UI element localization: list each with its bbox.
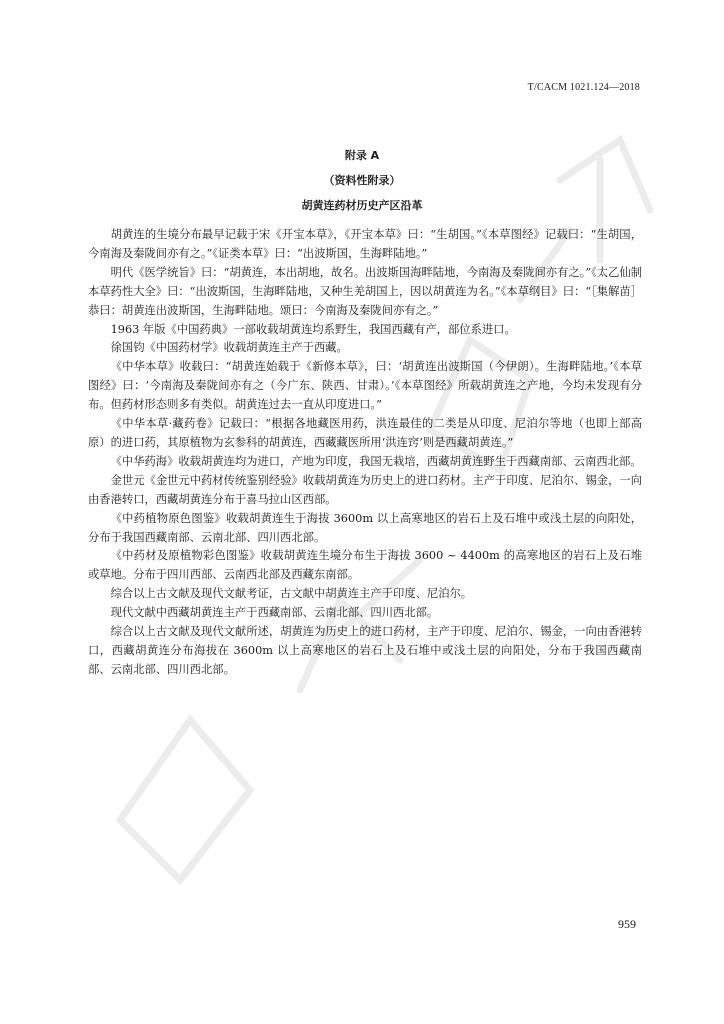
paragraph: 综合以上古文献及现代文献所述，胡黄连为历史上的进口药材，主产于印度、尼泊尔、锡金，一向由香港转口，西藏胡黄连分布海拔在 3600m 以上高寒地区的岩石上及石堆中或浅土层的向阳处，分布于我国西藏南部、云南北部、四川西北部。 — [88, 625, 642, 676]
paragraph: 《中华药海》收载胡黄连均为进口，产地为印度，我国无栽培，西藏胡黄连野生于西藏南部、云南西北部。 — [110, 454, 642, 468]
appendix-subtitle: （资料性附录） — [323, 174, 401, 187]
paragraph: 《中华本草·藏药卷》记载曰：“根据各地藏医用药，洪连最佳的二类是从印度、尼泊尔等地（也即上部高原）的进口药，其原植物为玄参科的胡黄连，西藏藏医所用‘洪连窍’则是西藏胡黄连。” — [88, 417, 642, 449]
section-title: 胡黄连药材历史产区沿革 — [301, 199, 423, 212]
paragraph: 明代《医学统旨》曰：“胡黄连，本出胡地，故名。出波斯国海畔陆地，今南海及秦陇间亦有之。”《太乙仙制本草药性大全》曰：“出波斯国，生海畔陆地，又种生羌胡国上，因以胡黄连为名。”《本草纲目》曰：“［集解苗］恭曰：胡黄连出波斯国，生海畔陆地。颂曰：今南海及秦陇间亦有之。” — [88, 265, 642, 317]
paragraph: 胡黄连的生境分布最早记载于宋《开宝本草》，《开宝本草》曰：“生胡国。”《本草图经》记载曰：“生胡国，今南海及秦陇间亦有之。”《证类本草》曰：“出波斯国，生海畔陆地。” — [88, 228, 642, 260]
page-number: 959 — [618, 917, 636, 931]
paragraph: 综合以上古文献及现代文献考证，古文献中胡黄连主产于印度、尼泊尔。 — [110, 587, 473, 601]
paragraph: 徐国钧《中国药材学》收载胡黄连主产于西藏。 — [110, 341, 348, 355]
standard-code: T/CACM 1021.124—2018 — [527, 82, 640, 93]
paragraph: 现代文献中西藏胡黄连主产于西藏南部、云南北部、四川西北部。 — [110, 606, 439, 620]
appendix-title: 附录 A — [344, 149, 380, 162]
document-body — [88, 226, 642, 680]
paragraph: 1963 年版《中国药典》一部收载胡黄连均系野生，我国西藏有产，部位系进口。 — [110, 322, 516, 336]
paragraph: 《中药植物原色图鉴》收载胡黄连生于海拔 3600m 以上高寒地区的岩石上及石堆中或浅土层的向阳处，分布于我国西藏南部、云南北部、四川西北部。 — [88, 511, 642, 544]
paragraph: 《中华本草》收载曰：“胡黄连始载于《新修本草》，曰：‘胡黄连出波斯国（今伊朗）。生海畔陆地。’《本草图经》曰：‘今南海及秦陇间亦有之（今广东、陕西、甘肃）。’《本草图经》所载胡黄连之产地，今均未发现有分布。但药材形态则多有类似。胡黄连过去一直从印度进口。” — [88, 360, 642, 412]
paragraph: 金世元《金世元中药材传统鉴别经验》收载胡黄连为历史上的进口药材。主产于印度、尼泊尔、锡金，一向由香港转口，西藏胡黄连分布于喜马拉山区西部。 — [88, 473, 642, 506]
paragraph: 《中药材及原植物彩色图鉴》收载胡黄连生境分布生于海拔 3600 ~ 4400m 的高寒地区的岩石上及石堆或草地。分布于四川西部、云南西北部及西藏东南部。 — [88, 549, 642, 582]
